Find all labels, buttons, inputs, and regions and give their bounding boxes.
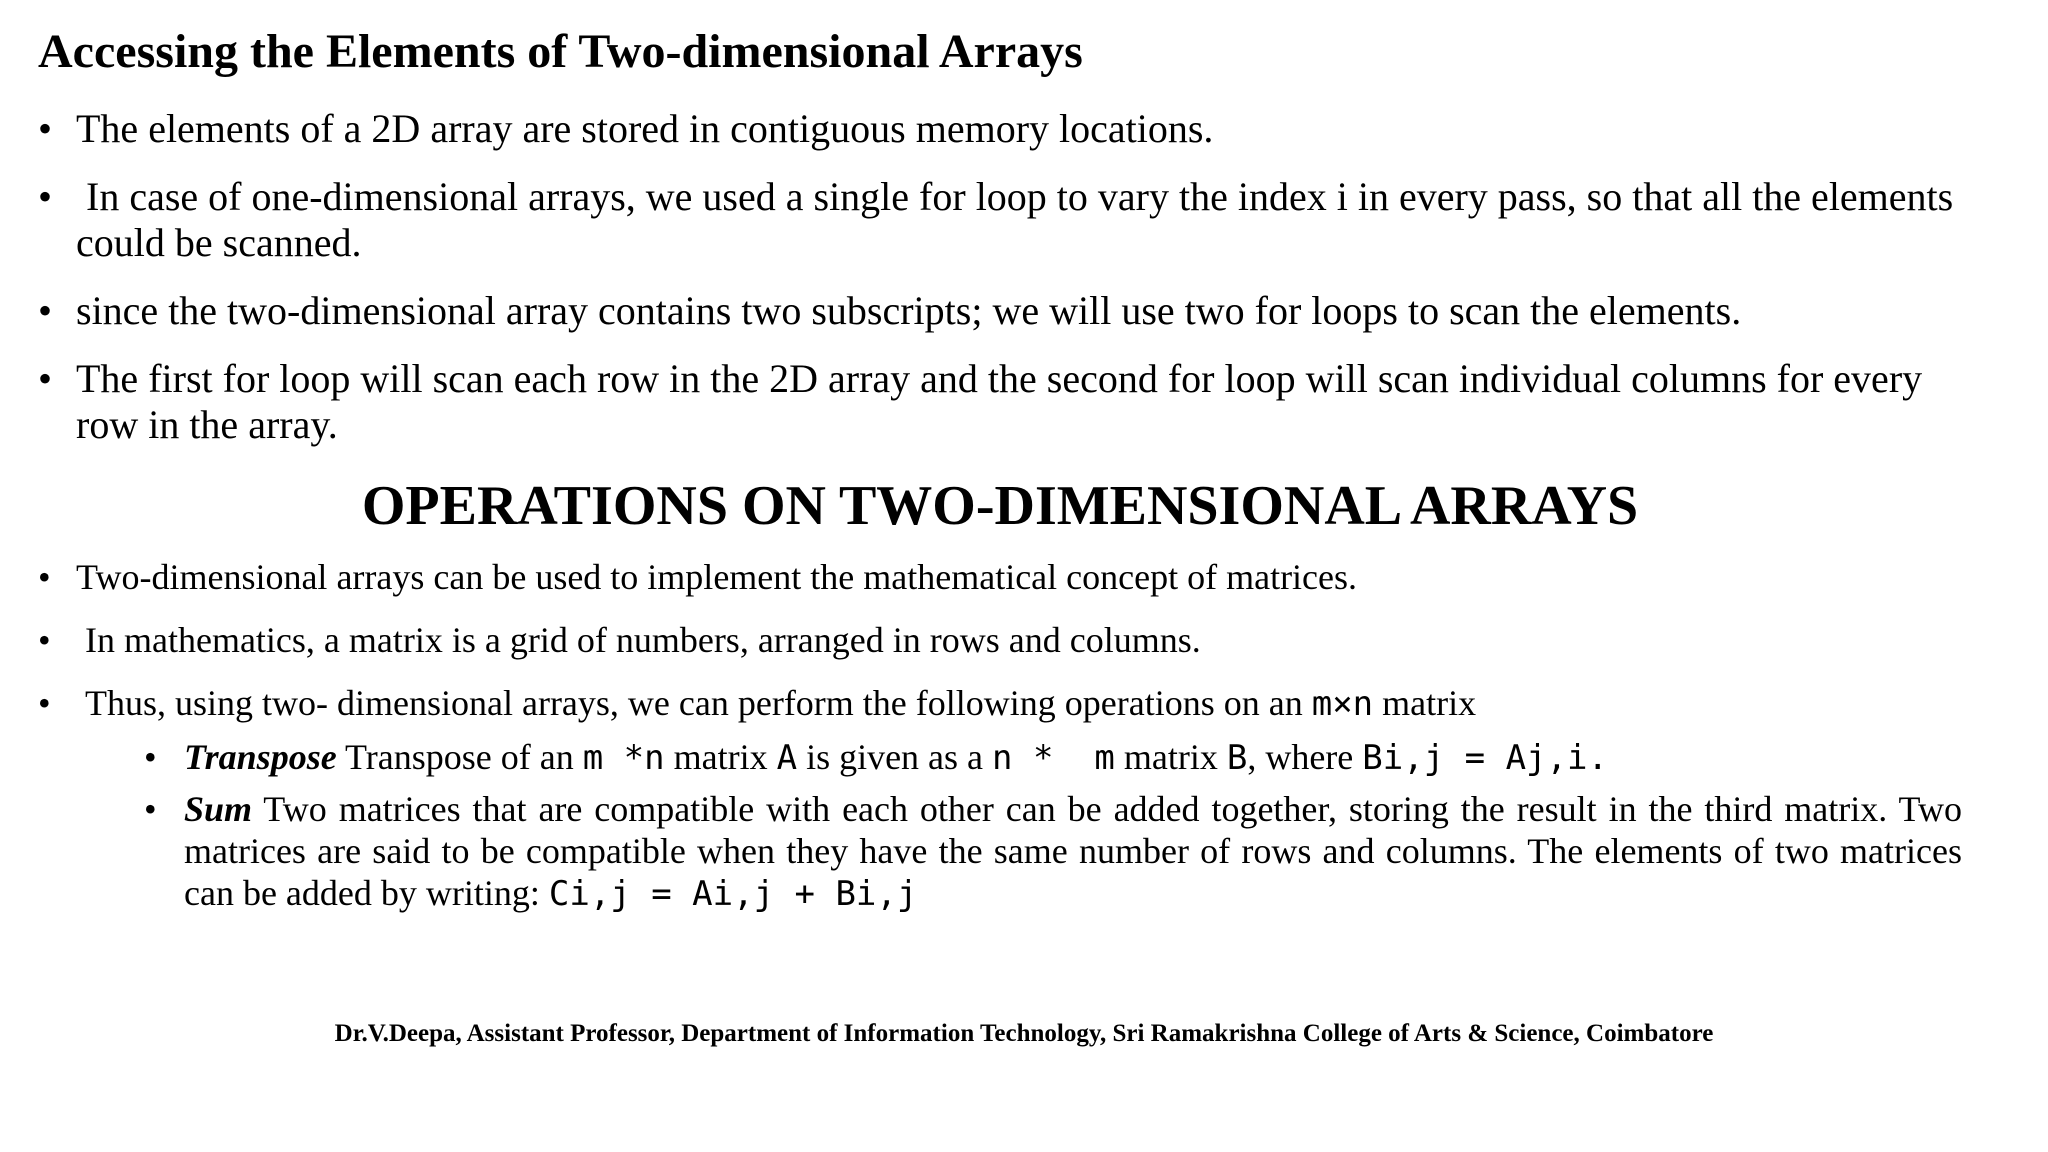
sub-bullet-sum xyxy=(144,788,1971,915)
matrix-size-code: m×n xyxy=(1311,684,1374,724)
bullet-icon: • xyxy=(144,737,157,777)
bullet-item xyxy=(38,619,1988,661)
slide-title: Accessing the Elements of Two-dimensional Arrays xyxy=(38,25,1083,78)
bullet-icon: • xyxy=(38,683,51,723)
bullet-text: since the two-dimensional array contains two subscripts; we will use two for loops to scan the elements. xyxy=(76,288,1742,333)
bullet-icon: • xyxy=(38,620,51,660)
sub-bullet-transpose xyxy=(144,736,1962,779)
bullet-icon: • xyxy=(38,174,53,219)
transpose-text: is given as a xyxy=(797,737,993,777)
transpose-text: matrix xyxy=(664,737,777,777)
access-bullet-list xyxy=(38,106,1988,470)
bullet-icon: • xyxy=(38,557,51,597)
bullet-item xyxy=(38,682,1988,725)
transpose-code: B xyxy=(1226,738,1248,778)
sum-text: Two matrices that are compatible with each other can be added together, storing the result in the third matrix. Two matrices are said to be compatible when they have the same number of rows and columns. The elements of two matrices can be added by writing: xyxy=(184,789,1971,913)
bullet-item xyxy=(38,288,1988,334)
transpose-code: m *n xyxy=(582,738,665,778)
operations-bullet-list xyxy=(38,556,1988,746)
transpose-text: matrix xyxy=(1114,737,1227,777)
sum-sub-list xyxy=(144,788,1971,915)
bullet-icon: • xyxy=(38,106,53,151)
bullet-icon: • xyxy=(38,288,53,333)
transpose-sub-list xyxy=(144,736,1962,779)
bullet-icon: • xyxy=(38,356,53,401)
footer-credit: Dr.V.Deepa, Assistant Professor, Department of Information Technology, Sri Ramakrishna College of Arts & Science, Coimbatore xyxy=(334,1020,1714,1047)
transpose-formula: Bi,j = Aj,i. xyxy=(1362,738,1608,778)
transpose-term: Transpose xyxy=(184,737,337,777)
bullet-text: In mathematics, a matrix is a grid of numbers, arranged in rows and columns. xyxy=(76,620,1201,660)
bullet-text: Two-dimensional arrays can be used to implement the mathematical concept of matrices. xyxy=(76,557,1358,597)
bullet-text: Thus, using two- dimensional arrays, we can perform the following operations on an xyxy=(76,683,1312,723)
bullet-icon: • xyxy=(144,789,157,829)
sum-formula: Ci,j = Ai,j + Bi,j xyxy=(548,874,918,914)
bullet-text: In case of one-dimensional arrays, we used a single for loop to vary the index i in every pass, so that all the elements could be scanned. xyxy=(76,174,1964,265)
sum-term: Sum xyxy=(184,789,253,829)
bullet-text: The first for loop will scan each row in the 2D array and the second for loop will scan individual columns for every row in the array. xyxy=(76,356,1923,447)
bullet-item xyxy=(38,356,1988,448)
section-heading: OPERATIONS ON TWO-DIMENSIONAL ARRAYS xyxy=(361,475,1639,537)
bullet-item xyxy=(38,174,1988,266)
bullet-item xyxy=(38,106,1988,152)
transpose-code: A xyxy=(776,738,798,778)
bullet-text: The elements of a 2D array are stored in contiguous memory locations. xyxy=(76,106,1214,151)
bullet-text-tail: matrix xyxy=(1373,683,1477,723)
transpose-text: , where xyxy=(1247,737,1363,777)
transpose-text: Transpose of an xyxy=(336,737,583,777)
transpose-code: n * m xyxy=(992,738,1115,778)
bullet-item xyxy=(38,556,1988,598)
